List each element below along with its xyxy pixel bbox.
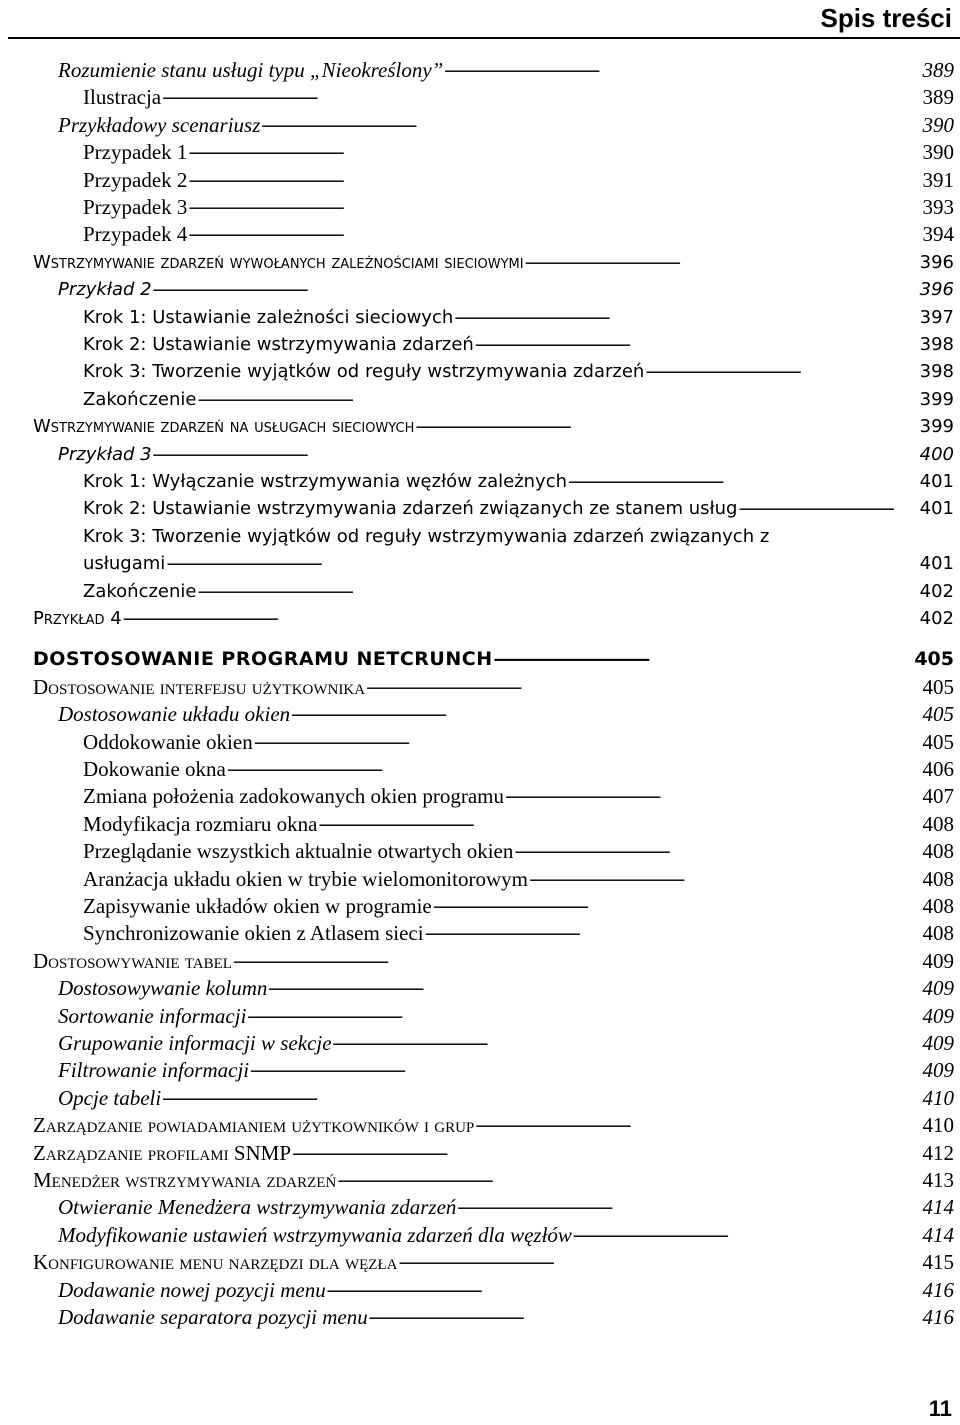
toc-entry [0, 1167, 954, 1194]
dot-leader [153, 277, 919, 299]
dot-leader [162, 85, 921, 107]
toc-entry-page: 399 [919, 416, 954, 438]
toc-entry [0, 358, 954, 385]
dot-leader [454, 305, 918, 327]
dot-leader [261, 113, 921, 135]
toc-entry [0, 167, 954, 194]
dot-leader [153, 442, 919, 464]
dot-leader [197, 579, 918, 601]
toc-entry-title: Krok 3: Tworzenie wyjątków od reguły wstrzymywania zdarzeń związanych z [83, 525, 770, 547]
toc-entry-page: 399 [919, 388, 954, 410]
toc-entry-title: Zarządzanie profilami SNMP [33, 1140, 292, 1165]
toc-entry-title: Zakończenie [83, 388, 197, 410]
dot-leader [568, 469, 919, 491]
toc-entry-continuation [0, 550, 954, 577]
toc-entry-title: Konfigurowanie menu narzędzi dla węzła [33, 1250, 398, 1275]
toc-entry-title: Sortowanie informacji [58, 1003, 247, 1028]
page-number: 11 [928, 1396, 952, 1421]
toc-entry-title: Przeglądanie wszystkich aktualnie otwartych okien [83, 839, 514, 864]
toc-entry-page: 396 [919, 279, 954, 301]
toc-entry [0, 1249, 954, 1276]
toc-entry [0, 1057, 954, 1084]
toc-entry-title: Rozumienie stanu usługi typu „Nieokreślony” [58, 58, 444, 82]
toc-entry-title: Dostosowanie interfejsu użytkownika [33, 674, 366, 699]
dot-leader [398, 1250, 921, 1272]
toc-entry-page: 401 [919, 471, 954, 492]
toc-entry-title: Menedżer wstrzymywania zdarzeń [33, 1168, 337, 1192]
toc-entry [0, 866, 954, 893]
dot-leader [366, 675, 921, 697]
toc-entry-page: 408 [922, 839, 954, 864]
toc-entry-title: Wstrzymywanie zdarzeń na usługach sieciowych [33, 416, 415, 438]
toc-entry [0, 756, 954, 783]
toc-entry-page: 394 [922, 222, 954, 247]
toc-entry [0, 838, 954, 865]
dot-leader [291, 702, 921, 724]
dot-leader [233, 949, 922, 971]
toc-entry [0, 139, 954, 166]
toc-entry [0, 674, 954, 701]
dot-leader [645, 359, 918, 381]
toc-entry-title: Filtrowanie informacji [58, 1058, 250, 1083]
toc-entry-page: 390 [922, 140, 954, 165]
toc-entry [0, 249, 954, 276]
toc-entry-title: Otwieranie Menedżera wstrzymywania zdarzeń [58, 1195, 457, 1220]
toc-entry-title: Modyfikowanie ustawień wstrzymywania zdarzeń dla węzłów [58, 1222, 572, 1247]
toc-entry-page: 414 [922, 1222, 954, 1247]
toc-entry [0, 413, 954, 440]
toc-entry [0, 84, 954, 111]
toc-entry [0, 605, 954, 632]
dot-leader [188, 222, 921, 244]
dot-leader [166, 551, 918, 573]
toc-entry [0, 1003, 954, 1030]
toc-entry [0, 1140, 954, 1167]
dot-leader [318, 812, 921, 834]
toc-entry-title: Przypadek 1 [83, 140, 188, 165]
toc-entry-title: Przypadek 4 [83, 222, 188, 247]
toc-entry-page: 413 [922, 1168, 954, 1192]
toc-entry-page: 402 [919, 580, 954, 602]
toc-entry-page: 397 [919, 306, 954, 328]
dot-leader [433, 894, 922, 916]
toc-entry [0, 221, 954, 248]
toc-entry-title: Przykład 3 [58, 443, 152, 465]
toc-entry-page: 389 [922, 58, 954, 82]
toc-entry-title: Krok 1: Wyłączanie wstrzymywania węzłów zależnych [83, 471, 568, 492]
toc-entry-page: 410 [922, 1113, 954, 1138]
toc-entry [0, 811, 954, 838]
toc-entry [0, 523, 954, 550]
toc-chapter-entry [0, 646, 954, 673]
toc-entry-page: 408 [922, 921, 954, 946]
toc-entry-title: Przykład 2 [58, 279, 152, 301]
dot-leader [188, 140, 921, 162]
toc-entry-title: Zapisywanie układów okien w programie [83, 894, 432, 918]
toc-entry-title: Ilustracja [83, 85, 162, 110]
toc-entry [0, 495, 954, 522]
dot-leader [197, 387, 918, 409]
toc-entry-page: 405 [914, 648, 954, 671]
toc-entry-page: 405 [922, 674, 954, 699]
toc-entry-title: Opcje tabeli [58, 1085, 162, 1110]
toc-entry-page: 416 [922, 1277, 954, 1302]
toc-entry-page: 402 [919, 608, 954, 629]
dot-leader [188, 168, 921, 190]
dot-leader [529, 867, 922, 889]
dot-leader [254, 730, 922, 752]
toc-entry-page: 400 [919, 443, 954, 465]
toc-entry-title: Aranżacja układu okien w trybie wielomonitorowym [83, 866, 528, 891]
toc-entry [0, 783, 954, 810]
toc-entry [0, 112, 954, 139]
toc-entry-title: Zarządzanie powiadamianiem użytkowników i grup [33, 1113, 475, 1138]
toc-entry-title: Oddokowanie okien [83, 729, 253, 754]
toc-entry [0, 1112, 954, 1139]
header-rule [8, 37, 960, 39]
toc-entry-page: 415 [922, 1250, 954, 1275]
toc-entry-title: Dostosowywanie kolumn [58, 976, 268, 1001]
toc-entry-page: 409 [922, 976, 954, 1001]
dot-leader [250, 1058, 921, 1080]
toc-entry-page: 405 [922, 702, 954, 727]
dot-leader [188, 195, 921, 217]
dot-leader [327, 1278, 922, 1300]
toc-entry [0, 729, 954, 756]
toc-entry [0, 468, 954, 495]
toc-entry-page: 410 [922, 1085, 954, 1110]
toc-entry-page: 391 [922, 167, 954, 192]
dot-leader [573, 1223, 922, 1245]
toc-entry-title: Krok 1: Ustawianie zależności sieciowych [83, 306, 454, 328]
toc-entry-title: Wstrzymywanie zdarzeń wywołanych zależnościami sieciowymi [33, 251, 524, 273]
toc-entry [0, 893, 954, 920]
dot-leader [369, 1305, 922, 1327]
toc-entry [0, 1277, 954, 1304]
dot-leader [505, 784, 921, 806]
toc-entry-page: 408 [922, 894, 954, 918]
dot-leader [525, 250, 919, 272]
toc-entry [0, 441, 954, 468]
toc-entry [0, 1085, 954, 1112]
toc-entry [0, 57, 954, 84]
toc-entry-page: 409 [922, 948, 954, 973]
toc-entry-page: 409 [922, 1031, 954, 1055]
toc-entry-page: 389 [922, 85, 954, 110]
toc-entry-page: 416 [922, 1305, 954, 1329]
dot-leader [738, 496, 918, 518]
toc-entry-page: 398 [919, 334, 954, 355]
dot-leader [292, 1141, 921, 1163]
toc-entry-title: Krok 2: Ustawianie wstrzymywania zdarzeń [83, 334, 474, 355]
dot-leader [247, 1004, 921, 1026]
dot-leader [333, 1031, 922, 1053]
toc-entry [0, 1030, 954, 1057]
toc-entry-title: Krok 3: Tworzenie wyjątków od reguły wstrzymywania zdarzeń [83, 361, 645, 383]
dot-leader [337, 1168, 921, 1190]
dot-leader [514, 839, 921, 861]
toc-entry [0, 1222, 954, 1249]
running-header-title: Spis treści [820, 3, 952, 33]
toc-entry-page: 408 [922, 811, 954, 836]
toc-entry [0, 948, 954, 975]
toc-entry [0, 276, 954, 303]
toc-entry-title: Zakończenie [83, 580, 197, 602]
dot-leader [457, 1195, 921, 1217]
toc-entry-page: 398 [919, 361, 954, 383]
toc-entry-title: Dodawanie nowej pozycji menu [58, 1277, 326, 1302]
dot-leader [162, 1086, 921, 1108]
toc-entry [0, 1194, 954, 1221]
toc-entry [0, 331, 954, 358]
toc-entry [0, 194, 954, 221]
toc-entry-title-continuation: usługami [83, 553, 166, 575]
toc-entry-title: Synchronizowanie okien z Atlasem sieci [83, 921, 424, 946]
dot-leader [415, 414, 918, 436]
toc-entry-title: Dostosowanie układu okien [58, 702, 291, 727]
toc-entry-title: Krok 2: Ustawianie wstrzymywania zdarzeń związanych ze stanem usług [83, 498, 738, 520]
toc-entry-title: Dostosowywanie tabel [33, 948, 232, 973]
toc-entry-page: 408 [922, 866, 954, 891]
toc-entry-title: DOSTOSOWANIE PROGRAMU NETCRUNCH [33, 648, 493, 671]
toc-entry-page: 406 [922, 757, 954, 781]
toc-entry [0, 1304, 954, 1331]
toc-entry [0, 578, 954, 605]
toc-entry-page: 407 [922, 784, 954, 809]
toc-entry-title: Przypadek 3 [83, 195, 188, 219]
dot-leader [475, 1113, 921, 1135]
dot-leader [425, 921, 922, 943]
toc-entry [0, 975, 954, 1002]
toc-entry-page: 409 [922, 1058, 954, 1083]
dot-leader [268, 976, 921, 998]
toc-entry-page: 401 [919, 553, 954, 575]
toc-entry-page: 414 [922, 1195, 954, 1220]
toc-entry [0, 920, 954, 947]
toc-entry-title: Modyfikacja rozmiaru okna [83, 811, 318, 836]
toc-entry-page: 393 [922, 195, 954, 219]
toc-entry-title: Przypadek 2 [83, 167, 188, 192]
dot-leader [444, 58, 921, 80]
toc-entry-page: 412 [922, 1140, 954, 1165]
dot-leader [227, 757, 922, 779]
toc-entry [0, 386, 954, 413]
toc-entry-title: Przykładowy scenariusz [58, 112, 261, 137]
dot-leader [494, 647, 914, 669]
toc-entry [0, 701, 954, 728]
toc-entry-page: 396 [919, 251, 954, 273]
toc-entry-title: Zmiana położenia zadokowanych okien programu [83, 784, 505, 809]
toc-entry-page: 409 [922, 1003, 954, 1028]
toc-entry-page: 405 [922, 729, 954, 754]
toc-entry-title: Grupowanie informacji w sekcje [58, 1031, 332, 1055]
toc-entry [0, 304, 954, 331]
toc-entry-title: Przykład 4 [33, 608, 122, 629]
toc-entry-page: 401 [919, 498, 954, 520]
dot-leader [123, 606, 919, 628]
toc-entry-page: 390 [922, 112, 954, 137]
dot-leader [475, 332, 919, 354]
toc-entry-title: Dodawanie separatora pozycji menu [58, 1305, 368, 1329]
toc-entry-title: Dokowanie okna [83, 757, 226, 781]
